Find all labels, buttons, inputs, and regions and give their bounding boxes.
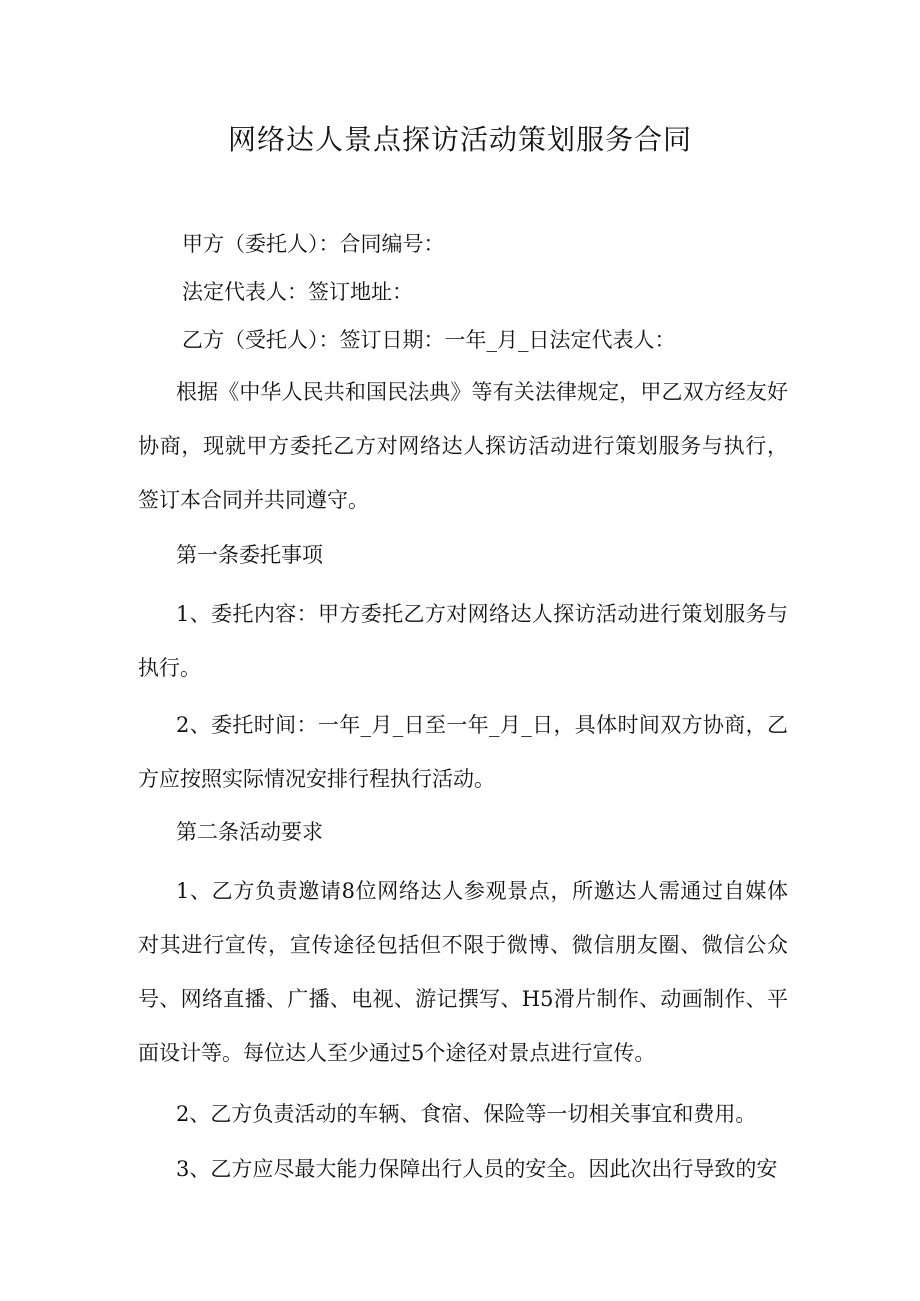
document-title: 网络达人景点探访活动策划服务合同	[227, 123, 692, 156]
legal-representative-line: 法定代表人：签订地址：	[182, 280, 413, 304]
article-2-item-3: 3、乙方应尽最大能力保障出行人员的安全。因此次出行导致的安	[176, 1157, 778, 1181]
article-1-item-1: 1、委托内容：甲方委托乙方对网络达人探访活动进行策划服务与执行。	[138, 602, 788, 680]
party-a-line: 甲方（委托人）：合同编号：	[182, 232, 445, 256]
article-2-item-1: 1、乙方负责邀请8位网络达人参观景点，所邀达人需通过自媒体对其进行宣传，宣传途径包括但不限于微博、微信朋友圈、微信公众号、网络直播、广播、电视、游记撰写、H5滑片制作、动画制作、平面设计等。每位达人至少通过5个途径对景点进行宣传。	[138, 879, 788, 1065]
article-2-heading: 第二条活动要求	[176, 820, 323, 844]
preamble-paragraph: 根据《中华人民共和国民法典》等有关法律规定，甲乙双方经友好协商，现就甲方委托乙方对网络达人探访活动进行策划服务与执行，签订本合同并共同遵守。	[138, 380, 788, 512]
party-b-line: 乙方（受托人）：签订日期：一年_月_日法定代表人：	[182, 328, 676, 352]
article-1-item-2: 2、委托时间：一年_月_日至一年_月_日，具体时间双方协商，乙方应按照实际情况安排行程执行活动。	[138, 713, 788, 791]
article-1-heading: 第一条委托事项	[176, 543, 323, 567]
article-2-item-2: 2、乙方负责活动的车辆、食宿、保险等一切相关事宜和费用。	[176, 1102, 757, 1126]
